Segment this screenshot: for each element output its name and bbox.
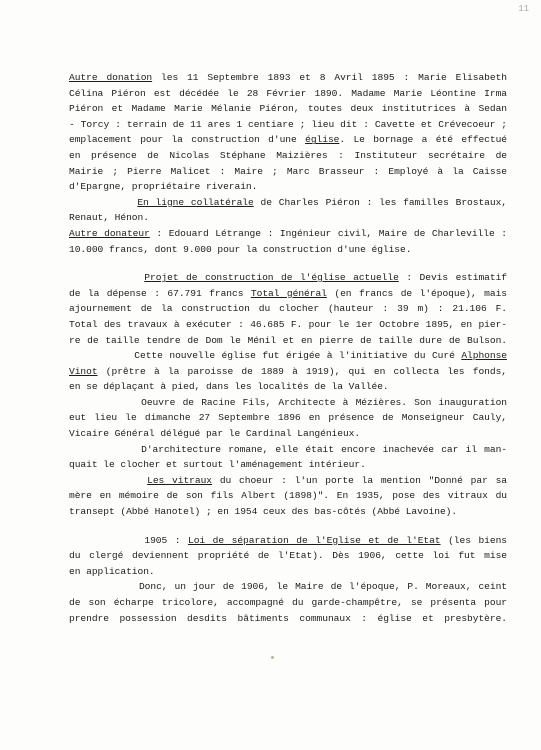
text-line (69, 117, 507, 133)
text-run: re de taille tendre de Dom le Ménil et en pierre de taille dure de Bulson. (69, 334, 507, 346)
text-run: ajournement de la construction du clocher (hauteur : 39 m) : 21.106 F. (69, 303, 507, 315)
text-line (69, 395, 507, 411)
text-run: en présence de Nicolas Stéphane Maizières : Instituteur secrétaire de (69, 149, 507, 161)
text-run: en se déplaçant à pied, dans les localités de la Vallée. (69, 381, 389, 393)
text-line (69, 86, 507, 102)
text-run: prendre possession desdits bâtiments communaux : église et presbytère. (69, 612, 507, 624)
text-line (69, 270, 507, 286)
text-line (69, 379, 507, 395)
text-run: eut lieu le dimanche 27 Septembre 1896 en présence de Monseigneur Cauly, (69, 412, 507, 424)
text-run: de la dépense : 67.791 francs (69, 287, 251, 299)
text-line (69, 533, 507, 549)
text-line (69, 132, 507, 148)
text-line (69, 301, 507, 317)
paragraph-gap (69, 520, 507, 533)
text-run: de Charles Piéron : les familles Brostaux, (253, 196, 507, 208)
text-run: Donc, un jour de 1906, le Maire de l'époque, P. Moreaux, ceint (69, 581, 507, 593)
document-body (69, 70, 507, 626)
page-mark: 11 (518, 4, 529, 14)
text-run: quait le clocher et surtout l'aménagement intérieur. (69, 459, 366, 471)
text-line (69, 473, 507, 489)
text-run: du choeur : l'un porte la mention "Donné par sa (212, 474, 508, 486)
paragraph-gap (69, 257, 507, 270)
text-run: mère en mémoire de son fils Albert (1898)". En 1935, pose des vitraux du (69, 490, 507, 502)
text-line (69, 410, 507, 426)
text-run (69, 272, 144, 283)
text-run: Renaut, Hénon. (69, 212, 149, 224)
text-run: Total des travaux à exécuter : 46.685 F. pour le 1er Octobre 1895, en pier- (69, 318, 507, 330)
text-run: Oeuvre de Racine Fils, Architecte à Mézières. Son inauguration (69, 396, 507, 408)
text-run: D'architecture romane, elle était encore inachevée car il man- (69, 443, 507, 455)
text-run: : Edouard Létrange : Ingénieur civil, Maire de Charleville : (149, 227, 507, 239)
text-run: : Devis estimatif (398, 272, 507, 284)
text-run: en application. (69, 565, 155, 577)
paper-speck (271, 656, 274, 659)
text-run: Piéron et Madame Marie Mélanie Piéron, toutes deux institutrices à Sedan (69, 103, 507, 115)
text-line (69, 148, 507, 164)
text-run: Célina Piéron est décédée le 28 Février 1890. Madame Marie Léontine Irma (69, 87, 507, 99)
text-line (69, 548, 507, 564)
underlined-heading: Vinot (69, 365, 98, 377)
text-run: les 11 Septembre 1893 et 8 Avril 1895 : Marie Elisabeth (152, 72, 507, 83)
underlined-heading: Loi de séparation de l'Eglise et de l'Etat (188, 534, 441, 546)
text-line (69, 179, 507, 195)
underlined-heading: Autre donateur (69, 227, 150, 239)
text-line (69, 210, 507, 226)
text-run: emplacement pour la construction d'une (69, 134, 306, 146)
text-run: 10.000 francs, dont 9.000 pour la construction d'une église. (69, 243, 412, 255)
text-run: de son écharpe tricolore, accompagné du garde-champêtre, se présenta pour (69, 597, 507, 608)
text-line (69, 457, 507, 473)
underlined-heading: Total général (250, 287, 327, 299)
text-line (69, 195, 507, 211)
text-line (69, 164, 507, 180)
underlined-heading: En ligne collatérale (137, 196, 254, 208)
text-line (69, 70, 507, 86)
text-line (69, 611, 507, 627)
text-line (69, 101, 507, 117)
text-run: d'Epargne, propriétaire riverain. (69, 181, 258, 193)
text-run: (prêtre à la paroisse de 1889 à 1919), qui en collecta les fonds, (97, 365, 507, 377)
text-line (69, 348, 507, 364)
text-run: (les biens (440, 534, 507, 546)
text-line (69, 226, 507, 242)
underlined-heading: église (305, 134, 340, 146)
text-run: transept (Abbé Hanotel) ; en 1954 ceux des bas-côtés (Abbé Lavoine). (69, 506, 458, 518)
text-line (69, 564, 507, 580)
text-line (69, 595, 507, 611)
underlined-heading: Alphonse (461, 350, 507, 362)
text-run: Cette nouvelle église fut érigée à l'initiative du Curé (69, 350, 462, 362)
text-run: (en francs de l'époque), mais (326, 287, 508, 299)
text-line (69, 286, 507, 302)
underlined-heading: Autre donation (69, 72, 153, 83)
text-line (69, 504, 507, 520)
text-run (69, 475, 147, 486)
text-line (69, 426, 507, 442)
text-line (69, 317, 507, 333)
text-line (69, 333, 507, 349)
text-line (69, 579, 507, 595)
text-run: 1905 : (69, 534, 189, 546)
text-run: du clergé deviennent propriété de l'Etat). Dès 1906, cette loi fut mise (69, 550, 507, 562)
underlined-heading: Projet de construction de l'église actuelle (144, 272, 399, 284)
text-run: Mairie ; Pierre Malicet : Maire ; Marc Brasseur : Employé à la Caisse (69, 165, 507, 177)
text-run: - Torcy : terrain de 11 ares 1 centiare ; lieu dit : Cavette et Crévecoeur ; (69, 118, 507, 130)
underlined-heading: Les vitraux (147, 474, 213, 486)
text-run: . Le bornage a été effectué (339, 134, 507, 146)
text-run: Vicaire Général délégué par le Cardinal Langénieux. (69, 428, 361, 440)
text-line (69, 242, 507, 258)
text-line (69, 364, 507, 380)
text-run (69, 197, 137, 208)
text-line (69, 488, 507, 504)
text-line (69, 442, 507, 458)
